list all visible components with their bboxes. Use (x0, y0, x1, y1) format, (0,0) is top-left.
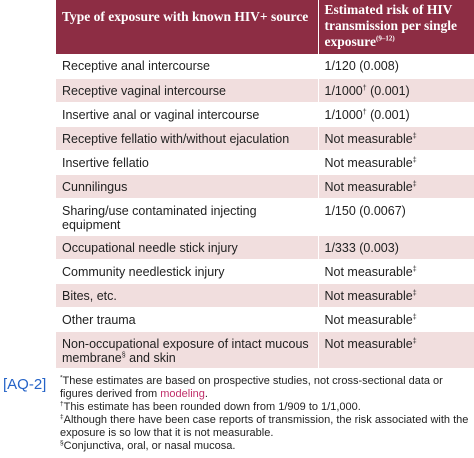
footnote-mark: ‡ (412, 265, 417, 273)
risk-cell (318, 54, 474, 78)
footnote-text: These estimates are based on prospective studies, not cross-sectional data or figures derived from (60, 375, 443, 400)
risk-value: 1/120 (0.008) (324, 59, 399, 73)
risk-cell (318, 307, 474, 331)
risk-cell (318, 331, 474, 368)
footnote-mark: ‡ (412, 313, 417, 321)
footnote-mark: ‡ (412, 156, 417, 164)
footnote-3 (56, 414, 474, 440)
footnote-mark: † (362, 108, 367, 116)
footnote-mark: ‡ (60, 413, 64, 421)
footnote-mark: ‡ (412, 337, 417, 345)
risk-cell (318, 283, 474, 307)
header-exposure-type (56, 0, 318, 54)
footnote-mark: † (362, 84, 367, 92)
footnote-mark: § (60, 439, 64, 447)
exposure-cell: Other trauma (56, 307, 318, 331)
risk-cell (318, 198, 474, 235)
exposure-cell: Receptive vaginal intercourse (56, 78, 318, 102)
exposure-cell: Bites, etc. (56, 283, 318, 307)
exposure-text-tail: and skin (125, 350, 176, 365)
table-row (56, 102, 474, 126)
footnote-mark: ‡ (412, 289, 417, 297)
exposure-cell: Receptive fellatio with/without ejaculation (56, 126, 318, 150)
table-row (56, 150, 474, 174)
risk-value-tail: (0.001) (366, 107, 410, 122)
footnote-text: Although there have been case reports of transmission, the risk associated with the exposure is so low that it is not measurable. (60, 414, 469, 439)
risk-cell (318, 126, 474, 150)
table-row (56, 198, 474, 235)
exposure-cell: Community needlestick injury (56, 259, 318, 283)
footnote-text: Conjunctiva, oral, or nasal mucosa. (63, 440, 236, 452)
risk-cell (318, 235, 474, 259)
risk-value: 1/333 (0.003) (324, 240, 399, 255)
risk-cell (318, 174, 474, 198)
risk-value: 1/1000 (324, 107, 363, 122)
risk-cell (318, 259, 474, 283)
risk-value: 1/150 (0.0067) (324, 203, 406, 218)
table-row (56, 259, 474, 283)
table-row (56, 126, 474, 150)
footnote-1 (56, 375, 474, 401)
table-row (56, 235, 474, 259)
table-row (56, 54, 474, 78)
risk-value: 1/1000 (324, 83, 363, 98)
risk-value: Not measurable (324, 155, 413, 170)
table-row (56, 283, 474, 307)
footnote-mark: * (60, 374, 63, 382)
table-row (56, 307, 474, 331)
exposure-cell: Occupational needle stick injury (56, 235, 318, 259)
risk-value: Not measurable (324, 288, 413, 303)
footnote-mark: § (121, 351, 126, 359)
exposure-cell: Cunnilingus (56, 174, 318, 198)
exposure-cell (56, 331, 318, 368)
risk-value: Not measurable (324, 264, 413, 279)
header-estimated-risk-text: Estimated risk of HIV transmission per single exposure (324, 2, 458, 49)
footnotes (56, 375, 474, 453)
exposure-text: Non-occupational exposure of intact mucous membrane (62, 336, 309, 365)
footnote-2 (56, 401, 474, 414)
author-query-tag[interactable]: [AQ-2] (3, 376, 47, 393)
risk-value: Not measurable (324, 131, 413, 146)
header-exposure-type-text: Type of exposure with known HIV+ source (62, 9, 309, 24)
hiv-risk-table (56, 0, 474, 369)
footnote-4 (56, 440, 474, 453)
footnote-mark: ‡ (412, 180, 417, 188)
exposure-cell: Receptive anal intercourse (56, 54, 318, 78)
risk-value: Not measurable (324, 336, 413, 351)
risk-value: Not measurable (324, 312, 413, 327)
risk-cell (318, 102, 474, 126)
table-row (56, 331, 474, 368)
risk-table-container (56, 0, 474, 369)
risk-value: Not measurable (324, 179, 413, 194)
risk-cell (318, 78, 474, 102)
risk-cell (318, 150, 474, 174)
exposure-cell: Insertive fellatio (56, 150, 318, 174)
header-estimated-risk (318, 0, 474, 54)
table-row (56, 78, 474, 102)
header-reference: (9–12) (376, 34, 395, 43)
footnote-mark: ‡ (412, 132, 417, 140)
footnote-mark: † (60, 400, 64, 408)
exposure-cell: Sharing/use contaminated injecting equipment (56, 198, 318, 235)
modeling-link[interactable]: modeling (160, 388, 205, 400)
table-header-row (56, 0, 474, 54)
risk-value-tail: (0.001) (366, 83, 410, 98)
footnote-text: This estimate has been rounded down from 1/909 to 1/1,000. (63, 401, 361, 413)
exposure-cell: Insertive anal or vaginal intercourse (56, 102, 318, 126)
footnote-text-end: . (204, 388, 208, 400)
table-row (56, 174, 474, 198)
